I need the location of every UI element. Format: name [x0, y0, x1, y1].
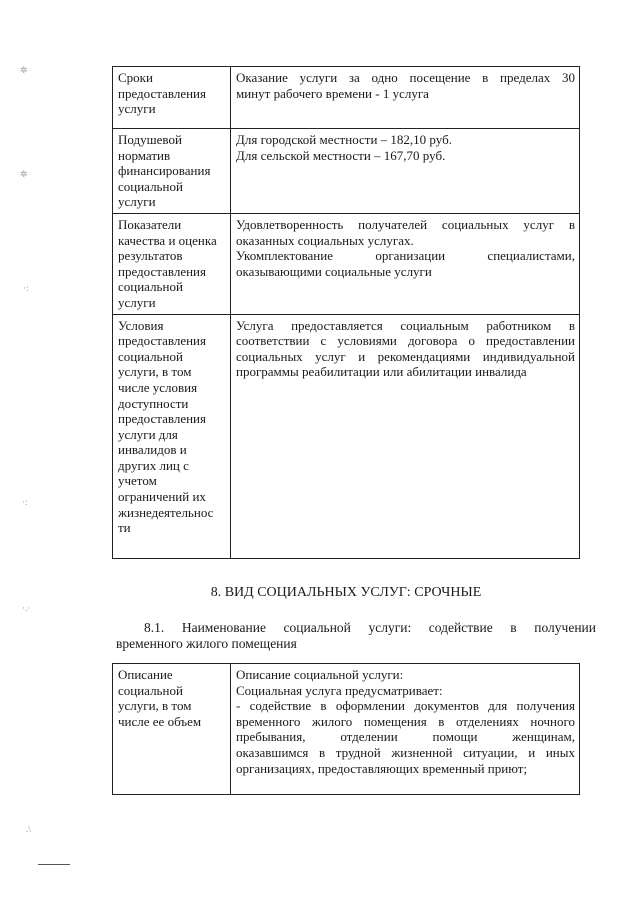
table-row — [113, 664, 580, 795]
cell-text-line: ограничений их — [118, 489, 206, 505]
cell-text-line: финансирования — [118, 163, 211, 179]
cell-text-line: оказывающими социальные услуги — [236, 263, 432, 279]
table-cell-label — [113, 67, 231, 129]
cell-text-line: - содействие в оформлении документов для получения — [236, 698, 575, 714]
cell-text-line: оказавшимся в трудной жизненной ситуации, и иных — [236, 744, 575, 760]
table-cell-value — [231, 129, 580, 214]
scan-speck: ·: — [22, 497, 28, 507]
cell-text-line: временного жилого помещения в отделениях ночного — [236, 713, 575, 729]
cell-text-line: других лиц с — [118, 457, 189, 473]
cell-text-line: числе условия — [118, 379, 198, 395]
cell-text-line: социальной — [118, 682, 183, 698]
cell-text-line: Описание социальной услуги: — [236, 667, 404, 682]
cell-text-line: предоставления — [118, 333, 206, 349]
cell-text-line: Укомплектование организации специалистами, — [236, 248, 575, 264]
scan-speck: ·.· — [22, 603, 31, 613]
cell-text-line: Сроки — [118, 70, 153, 85]
cell-text-line: услуги — [118, 194, 156, 210]
cell-text-line: социальной — [118, 178, 183, 194]
cell-text-line: программы реабилитации или абилитации инвалида — [236, 364, 527, 380]
cell-text-line: предоставления — [118, 85, 206, 101]
cell-text-line: инвалидов и — [118, 442, 187, 458]
cell-text-line: соответствии с условиями договора о предоставлении — [236, 333, 575, 349]
cell-text-line: оказанных социальных услугах. — [236, 232, 414, 248]
cell-text-line: социальной — [118, 348, 183, 364]
cell-text-line: социальной — [118, 279, 183, 295]
table-cell-value — [231, 314, 580, 558]
table-cell-label — [113, 314, 231, 558]
table-cell-label — [113, 213, 231, 314]
cell-text-line: минут рабочего времени - 1 услуга — [236, 85, 429, 101]
scan-speck: ✲ — [20, 65, 28, 75]
paragraph-line: временного жилого помещения — [116, 636, 297, 651]
cell-text-line: числе ее объем — [118, 713, 202, 729]
scan-speck: ✲ — [20, 169, 28, 179]
cell-text-line: ти — [118, 520, 131, 536]
section-heading: 8. ВИД СОЦИАЛЬНЫХ УСЛУГ: СРОЧНЫЕ — [210, 585, 482, 600]
table-row — [113, 213, 580, 314]
cell-text-line: услуги, в том — [118, 698, 192, 714]
cell-text-line: норматив — [118, 147, 171, 163]
table-cell-label — [113, 129, 231, 214]
cell-text-line: Подушевой — [118, 132, 182, 147]
footer-rule — [38, 864, 70, 865]
cell-text-line: организациях, предоставляющих временный приют; — [236, 760, 528, 776]
cell-text-line: доступности — [118, 395, 189, 411]
table-cell-value — [231, 67, 580, 129]
table-row — [113, 129, 580, 214]
cell-text-line: Оказание услуги за одно посещение в пределах 30 — [236, 70, 575, 85]
cell-text-line: пребывания, отделении помощи женщинам, — [236, 729, 575, 745]
cell-text-line: предоставления — [118, 411, 206, 427]
cell-text-line: Социальная услуга предусматривает: — [236, 682, 443, 698]
cell-text-line: результатов — [118, 248, 183, 264]
cell-text-line: жизнедеятельнос — [118, 504, 214, 520]
table-cell-value — [231, 664, 580, 795]
table-row — [113, 67, 580, 129]
service-description-table — [112, 663, 580, 795]
cell-text-line: учетом — [118, 473, 157, 489]
cell-text-line: Показатели — [118, 216, 182, 232]
table-row — [113, 314, 580, 558]
scan-speck: ·: — [23, 283, 29, 293]
cell-text-line: качества и оценка — [118, 232, 217, 248]
cell-text-line: Для сельской местности – 167,70 руб. — [236, 147, 446, 163]
cell-text-line: социальных услуг и рекомендациями индивидуальной — [236, 348, 575, 364]
service-name-paragraph — [116, 620, 596, 652]
cell-text-line: предоставления — [118, 263, 206, 279]
cell-text-line: Для городской местности – 182,10 руб. — [236, 132, 452, 147]
cell-text-line: Услуга предоставляется социальным работником в — [236, 317, 575, 333]
scan-speck: .\ — [26, 824, 31, 834]
cell-text-line: услуги, в том — [118, 364, 192, 380]
service-conditions-table — [112, 66, 580, 559]
cell-text-line: услуги для — [118, 426, 178, 442]
paragraph-line: 8.1. Наименование социальной услуги: содействие в получении — [144, 620, 596, 635]
cell-text-line: услуги — [118, 294, 156, 310]
table-cell-label — [113, 664, 231, 795]
table-cell-value — [231, 213, 580, 314]
cell-text-line: услуги — [118, 101, 156, 117]
cell-text-line: Описание — [118, 667, 173, 682]
cell-text-line: Условия — [118, 317, 164, 333]
cell-text-line: Удовлетворенность получателей социальных услуг в — [236, 216, 575, 232]
